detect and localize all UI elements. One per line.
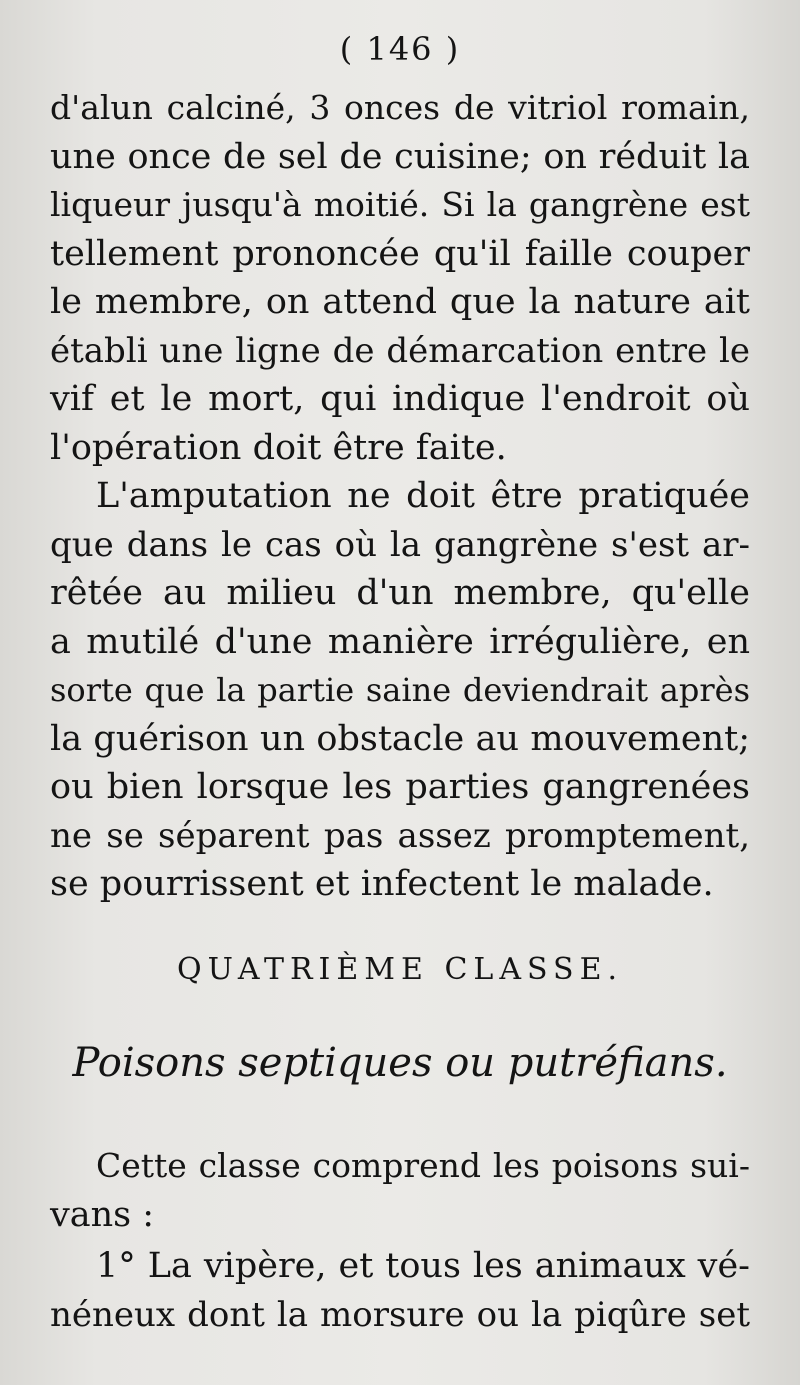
text-line: tellement prononcée qu'il faille couper [50,233,750,274]
text-line: l'opération doit être faite. [50,427,507,468]
text-line: 1° La vipère, et tous les animaux vé- [96,1246,750,1286]
text-line: une once de sel de cuisine; on réduit la [50,136,750,177]
text-line: ne se séparent pas assez promptement, [50,815,750,856]
text-line: rêtée au milieu d'un membre, qu'elle [50,573,750,613]
text-line: le membre, on attend que la nature ait [50,282,750,322]
text-line: vans : [50,1194,155,1235]
paragraph-2 [50,472,750,909]
text-line: établi une ligne de démarcation entre le [50,330,750,371]
text-line: que dans le cas où la gangrène s'est ar- [50,524,750,565]
paragraph-1 [50,84,750,472]
paragraph-3 [50,1142,750,1239]
text-line: d'alun calciné, 3 onces de vitriol romain, [50,88,750,127]
paragraph-4 [50,1242,750,1339]
text-line: Cette classe comprend les poisons sui- [96,1146,750,1185]
page-number: ( 146 ) [339,30,461,68]
text-line: a mutilé d'une manière irrégulière, en [50,621,750,662]
text-line: la guérison un obstacle au mouvement; [50,718,750,759]
text-line: L'amputation ne doit être pratiquée [96,476,750,516]
text-line: néneux dont la morsure ou la piqûre set [50,1294,750,1335]
section-heading: QUATRIÈME CLASSE. [176,952,624,987]
text-line: se pourrissent et infectent le malade. [50,864,714,904]
text-line: sorte que la partie saine deviendrait après [50,671,750,709]
text-line: vif et le mort, qui indique l'endroit où [50,379,750,419]
text-line: ou bien lorsque les parties gangrenées [50,767,750,807]
text-line: liqueur jusqu'à moitié. Si la gangrène est [50,185,750,224]
section-subheading: Poisons septiques ou putréfians. [72,1040,728,1086]
